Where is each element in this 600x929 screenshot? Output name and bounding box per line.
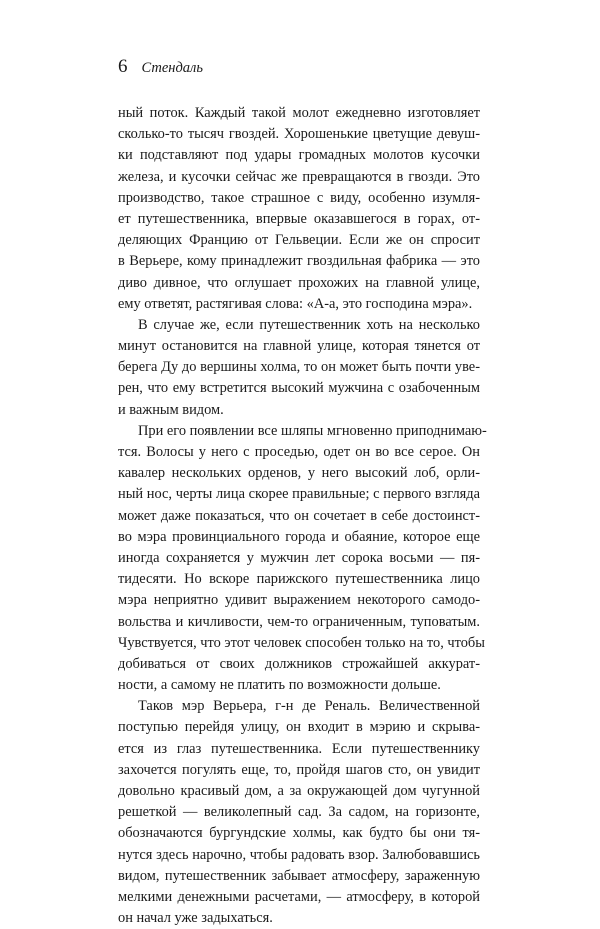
text-line: тидесяти. Но вскоре парижского путешественника лицо [118,571,480,588]
text-line: ется из глаз путешественника. Если путешественнику [118,740,480,757]
paragraph [118,103,480,315]
text-line: железа, и кусочки сейчас же превращаются в гвозди. Это [118,168,480,185]
text-line: обозначаются бургундские холмы, как будто бы они тя- [118,825,480,842]
text-line: и важным видом. [118,401,224,418]
running-head-author: Стендаль [141,60,203,76]
text-line: добиваться от своих должников строжайшей аккурат- [118,655,480,672]
text-line: захочется погулять еще, то, пройдя шагов сто, он увидит [118,761,480,778]
text-line: кавалер нескольких орденов, у него высокий лоб, орли- [118,465,480,482]
text-line: ный поток. Каждый такой молот ежедневно изготовляет [118,105,480,121]
text-line: может даже показаться, что он сочетает в себе достоинст- [118,507,480,524]
text-line: решеткой — великолепный сад. За садом, на горизонте, [118,804,480,821]
paragraph [118,315,480,421]
text-line: рен, что ему встретится высокий мужчина с озабоченным [118,380,480,397]
running-head [118,56,203,78]
text-line: ный нос, черты лица скорее правильные; с первого взгляда [118,486,480,503]
text-line: иногда сохраняется у мужчин лет сорока восьми — пя- [118,549,480,566]
text-line: тся. Волосы у него с проседью, одет он во все серое. Он [118,444,480,460]
text-line: поступью перейдя улицу, он входит в мэрию и скрыва- [118,719,480,736]
text-line: ему ответят, растягивая слова: «А-а, это господина мэра». [118,295,473,312]
text-line: В случае же, если путешественник хоть на несколько [138,316,480,333]
text-line: мэра неприятно удивит выражением некоторого самодо- [118,592,480,609]
body-text [118,103,487,929]
page-number: 6 [118,56,128,77]
text-line: довольно красивый дом, а за окружающей дом чугунной [118,783,480,799]
text-line: ки подставляют под удары громадных молотов кусочки [118,147,480,164]
text-line: деляющих Францию от Гельвеции. Если же он спросит [118,232,480,249]
text-line: ет путешественника, впервые оказавшегося в горах, от- [118,210,480,227]
text-line: мелкими денежными расчетами, — атмосферу, в которой [118,888,480,905]
text-line: нутся здесь нарочно, чтобы радовать взор. Залюбовавшись [118,846,480,863]
paragraph [118,421,487,696]
text-line: видом, путешественник забывает атмосферу, зараженную [118,867,480,884]
text-line: во мэра провинциального города и обаяние, которое еще [118,528,480,545]
text-line: минут остановится на главной улице, которая тянется от [118,338,480,355]
text-line: Таков мэр Верьера, г-н де Реналь. Величественной [138,698,480,715]
text-line: вольства и кичливости, чем-то ограниченным, туповатым. [118,613,480,630]
text-line: Чувствуется, что этот человек способен только на то, чтобы [118,634,485,651]
text-line: в Верьере, кому принадлежит гвоздильная фабрика — это [118,253,480,270]
text-line: он начал уже задыхаться. [118,910,273,927]
text-line: ности, а самому не платить по возможности дольше. [118,677,441,694]
text-line: берега Ду до вершины холма, то он может быть почти уве- [118,359,480,376]
text-line: сколько-то тысяч гвоздей. Хорошенькие цветущие девуш- [118,126,480,143]
text-line: диво дивное, что оглушает прохожих на главной улице, [118,274,480,291]
text-line: При его появлении все шляпы мгновенно приподнимаю- [138,422,487,439]
text-line: производство, такое страшное с виду, особенно изумля- [118,189,480,206]
paragraph [118,696,480,929]
